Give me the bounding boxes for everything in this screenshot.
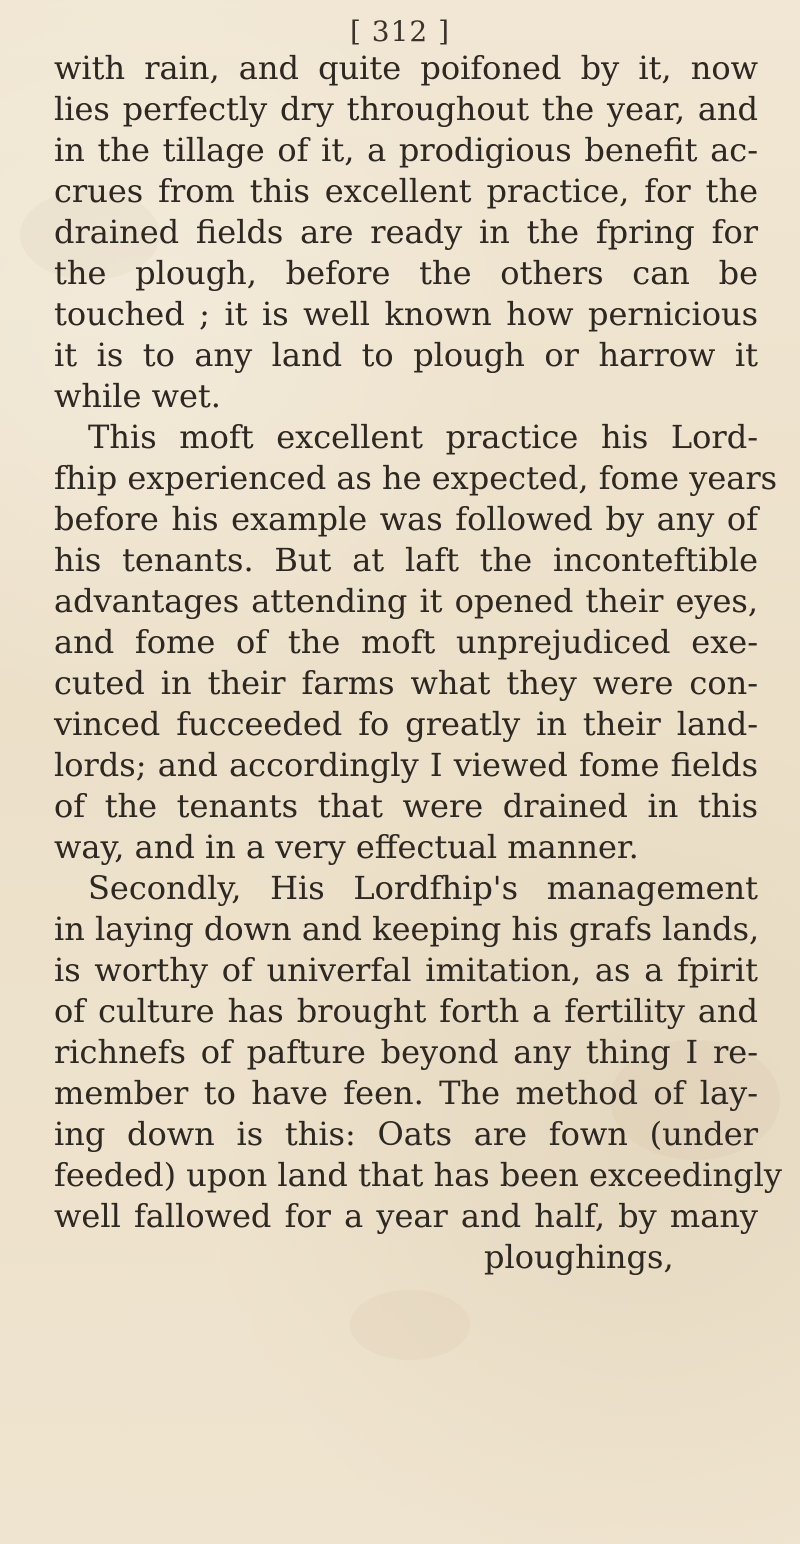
page-number: [ 312 ] xyxy=(349,15,451,48)
text-line: ing down is this: Oats are fown (under xyxy=(54,1115,758,1153)
text-line: feeded) upon land that has been exceedingly xyxy=(54,1156,782,1194)
text-line: drained fields are ready in the fpring for xyxy=(54,213,758,251)
body-text xyxy=(54,48,782,1278)
text-line: of culture has brought forth a fertility and xyxy=(54,992,758,1030)
text-line: before his example was followed by any of xyxy=(54,500,758,538)
text-line: lords; and accordingly I viewed fome fields xyxy=(54,746,758,784)
text-line: with rain, and quite poifoned by it, now xyxy=(54,49,758,87)
text-line: and fome of the moft unprejudiced exe- xyxy=(54,623,758,661)
text-line: the plough, before the others can be xyxy=(54,254,758,292)
text-line: well fallowed for a year and half, by many xyxy=(54,1197,758,1235)
text-line: is worthy of univerfal imitation, as a fpirit xyxy=(54,951,758,989)
paragraph-first-line: This moft excellent practice his Lord- xyxy=(88,418,758,456)
text-line: richnefs of pafture beyond any thing I re- xyxy=(54,1033,758,1071)
text-line: while wet. xyxy=(54,377,221,415)
text-line: vinced fucceeded fo greatly in their land- xyxy=(54,705,758,743)
text-line: member to have feen. The method of lay- xyxy=(54,1074,758,1112)
text-line: lies perfectly dry throughout the year, and xyxy=(54,90,758,128)
catchword: ploughings, xyxy=(484,1238,674,1276)
text-line: in the tillage of it, a prodigious benefit ac- xyxy=(54,131,758,169)
text-line: in laying down and keeping his grafs lands, xyxy=(54,910,760,948)
paper-stain xyxy=(350,1290,470,1360)
text-line: of the tenants that were drained in this xyxy=(54,787,758,825)
text-line: touched ; it is well known how pernicious xyxy=(54,295,758,333)
text-line: cuted in their farms what they were con- xyxy=(54,664,758,702)
text-line: way, and in a very effectual manner. xyxy=(54,828,639,866)
paragraph-first-line: Secondly, His Lordfhip's management xyxy=(88,869,758,907)
text-line: fhip experienced as he expected, fome years xyxy=(54,459,778,497)
text-line: crues from this excellent practice, for the xyxy=(54,172,758,210)
text-line: it is to any land to plough or harrow it xyxy=(54,336,758,374)
text-line: his tenants. But at laft the inconteftible xyxy=(54,541,758,579)
text-line: advantages attending it opened their eyes, xyxy=(54,582,758,620)
